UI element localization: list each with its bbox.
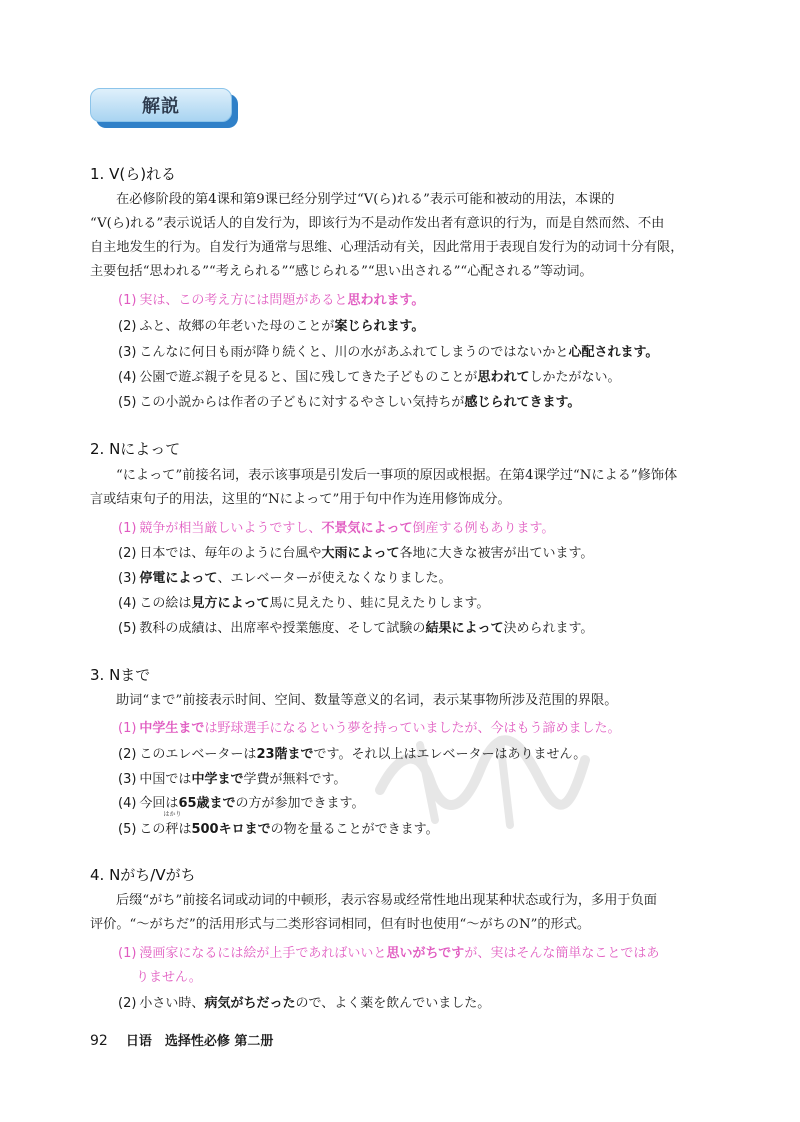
- paragraph-line: 在必修阶段的第4课和第9课已经分别学过“V(ら)れる”表示可能和被动的用法，本课的: [116, 192, 615, 207]
- example-text: が、実はそんな簡単なことではあ: [464, 946, 660, 961]
- example-keyword: 見方によって: [191, 596, 270, 611]
- example-number: (1): [118, 721, 137, 736]
- example-sentence: [118, 517, 554, 536]
- example-text: この小説からは作者の子どもに対するやさしい気持ちが: [139, 395, 465, 410]
- example-text: この絵は: [139, 596, 192, 611]
- example-sentence: [118, 992, 490, 1011]
- example-keyword: 不景気によって: [321, 521, 413, 536]
- example-sentence: [118, 617, 593, 636]
- example-keyword: 心配されます。: [568, 345, 659, 360]
- section-title: 4. Nがち/Vがち: [90, 866, 196, 884]
- section-paragraph: [90, 188, 706, 284]
- example-text: 日本では、毎年のように台風や: [139, 546, 322, 561]
- example-keyword: 65歳まで: [178, 796, 236, 811]
- example-continuation: りません。: [136, 970, 202, 985]
- paragraph-line: “V(ら)れる”表示说话人的自发行为，即该行为不是动作发出者有意识的行为，而是自然而然、不由: [90, 216, 665, 231]
- section-paragraph: [90, 889, 706, 937]
- example-keyword: 停電によって: [139, 571, 218, 586]
- example-number: (1): [118, 293, 137, 308]
- example-keyword: 500キロまで: [191, 822, 271, 837]
- example-text: 決められます。: [503, 621, 594, 636]
- example-keyword: 病気がちだった: [204, 996, 296, 1011]
- example-number: (2): [118, 546, 137, 561]
- example-sentence: [118, 542, 593, 561]
- example-text: こんなに何日も雨が降り続くと、川の水があふれてしまうのではないかと: [139, 345, 569, 360]
- example-text: 今回は: [139, 796, 179, 811]
- example-keyword: 23階まで: [256, 747, 314, 762]
- example-text: 各地に大きな被害が出ています。: [399, 546, 594, 561]
- badge-box: [90, 88, 232, 122]
- example-text: ので、よく薬を飲んでいました。: [295, 996, 491, 1011]
- example-sentence: [118, 289, 424, 308]
- example-text: 漫画家になるには絵が上手であればいいと: [139, 946, 387, 961]
- example-text: の方が参加できます。: [235, 796, 365, 811]
- paragraph-line: “によって”前接名词，表示该事项是引发后一事项的原因或根据。在第4课学过“Nによる”修饰体: [116, 468, 678, 483]
- section-title: 1. V(ら)れる: [90, 165, 177, 183]
- example-keyword: 案じられます。: [334, 319, 425, 334]
- example-keyword: 中学生まで: [139, 721, 205, 736]
- example-text: 倒産する例もあります。: [412, 521, 555, 536]
- example-text: しかたがない。: [529, 370, 621, 385]
- example-sentence: [118, 391, 580, 410]
- example-sentence: [118, 792, 365, 811]
- example-text: は野球選手になるという夢を持っていましたが、今はもう諦めました。: [204, 721, 621, 736]
- section-header-badge: [90, 88, 238, 128]
- example-number: (1): [118, 946, 137, 961]
- example-text: この: [139, 822, 166, 837]
- example-keyword: 結果によって: [425, 621, 504, 636]
- ruby-reading: はかり: [163, 811, 182, 818]
- example-number: (1): [118, 521, 137, 536]
- example-sentence: [118, 743, 586, 762]
- ruby-word: [163, 811, 182, 837]
- example-number: (4): [118, 796, 137, 811]
- example-text: の物を量ることができます。: [270, 822, 439, 837]
- example-number: (5): [118, 822, 137, 837]
- example-sentence: [118, 768, 346, 787]
- example-text: ふと、故郷の年老いた母のことが: [139, 319, 335, 334]
- example-sentence: [118, 592, 489, 611]
- book-title: 日语 选择性必修 第二册: [125, 1034, 274, 1049]
- example-number: (3): [118, 345, 137, 360]
- paragraph-line: 助词“まで”前接表示时间、空间、数量等意义的名词，表示某事物所涉及范围的界限。: [116, 693, 618, 708]
- example-number: (2): [118, 319, 137, 334]
- example-number: (4): [118, 596, 137, 611]
- section-paragraph: [90, 689, 706, 713]
- example-number: (2): [118, 747, 137, 762]
- example-number: (3): [118, 571, 137, 586]
- example-text: 小さい時、: [139, 996, 205, 1011]
- section-title: 3. Nまで: [90, 666, 151, 684]
- paragraph-line: 主要包括“思われる”“考えられる”“感じられる”“思い出される”“心配される”等动词。: [90, 264, 593, 279]
- example-text: 教科の成績は、出席率や授業態度、そして試験の: [139, 621, 426, 636]
- example-number: (5): [118, 621, 137, 636]
- example-sentence: [118, 341, 658, 360]
- example-text: は: [178, 822, 192, 837]
- paragraph-line: 评价。“～がちだ”的活用形式与二类形容词相同，但有时也使用“～がちのN”的形式。: [90, 917, 591, 932]
- example-text: 、エレベーターが使えなくなりました。: [217, 571, 452, 586]
- badge-label: 解説: [142, 96, 180, 117]
- paragraph-line: 后缀“がち”前接名词或动词的中顿形，表示容易或经常性地出现某种状态或行为，多用于负面: [116, 893, 657, 908]
- example-text: 実は、この考え方には問題があると: [139, 293, 348, 308]
- paragraph-line: 自主地发生的行为。自发行为通常与思维、心理活动有关，因此常用于表现自发行为的动词十分有限，: [90, 240, 684, 255]
- example-text: 公園で遊ぶ親子を見ると、国に残してきた子どものことが: [139, 370, 478, 385]
- example-number: (2): [118, 996, 137, 1011]
- example-sentence: [118, 717, 620, 736]
- paragraph-line: 言或结束句子的用法，这里的“Nによって”用于句中作为连用修饰成分。: [90, 492, 511, 507]
- example-text: 中国では: [139, 772, 192, 787]
- example-number: (4): [118, 370, 137, 385]
- example-text: 馬に見えたり、蛙に見えたりします。: [269, 596, 490, 611]
- example-sentence: [118, 366, 620, 385]
- page-number: 92: [90, 1033, 108, 1049]
- example-keyword: 思われて: [477, 370, 530, 385]
- example-text: 学費が無料です。: [243, 772, 347, 787]
- example-sentence: [118, 942, 659, 961]
- example-keyword: 中学まで: [191, 772, 244, 787]
- section-title: 2. Nによって: [90, 440, 181, 458]
- example-sentence: [118, 811, 439, 837]
- example-text: 競争が相当厳しいようですし、: [139, 521, 322, 536]
- page-footer: [90, 1030, 273, 1049]
- example-keyword: 思われます。: [347, 293, 425, 308]
- example-sentence: [118, 567, 451, 586]
- example-text: です。それ以上はエレベーターはありません。: [313, 747, 587, 762]
- ruby-base: 秤: [165, 822, 179, 837]
- example-keyword: 感じられてきます。: [464, 395, 581, 410]
- example-text: このエレベーターは: [139, 747, 257, 762]
- example-number: (3): [118, 772, 137, 787]
- section-paragraph: [90, 464, 706, 512]
- example-keyword: 大雨によって: [321, 546, 400, 561]
- example-number: (5): [118, 395, 137, 410]
- example-keyword: 思いがちです: [386, 946, 465, 961]
- example-sentence: [118, 315, 424, 334]
